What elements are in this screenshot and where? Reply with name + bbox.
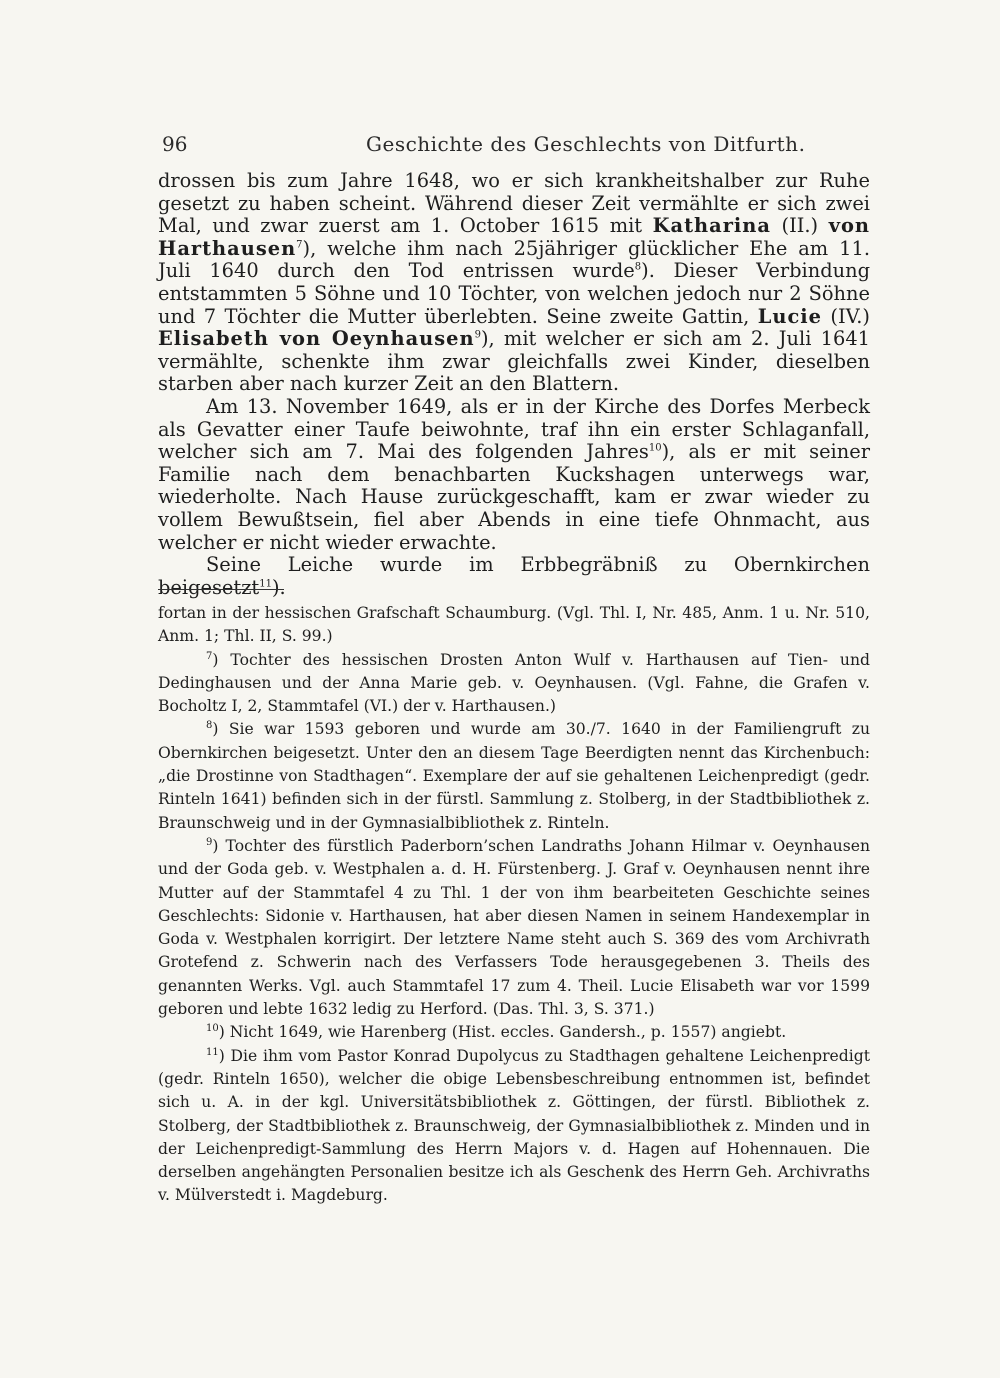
text-span: ), mit welcher er sich am 2. Juli 1641 vermählte, schenkte ihm zwar gleichfalls zwei Kinder, dieselben starben aber nach kurzer Zeit an den Blattern. — [158, 327, 870, 396]
text-span: (II.) — [770, 214, 829, 238]
text-span: ). — [271, 575, 286, 599]
paragraph-3 — [158, 554, 870, 599]
page-header — [162, 126, 868, 162]
footnote-text: ) Nicht 1649, wie Harenberg (Hist. eccles. Gandersh., p. 1557) angiebt. — [218, 1023, 787, 1042]
footnote-ref: 11 — [259, 578, 272, 590]
person-name: Katharina — [652, 214, 771, 238]
footnote-text: ) Tochter des hessischen Drosten Anton Wulf v. Harthausen auf Tien- und Dedinghausen und der Anna Marie geb. v. Oeynhausen. (Vgl. Fahne, die Grafen v. Bocholtz I, 2, Stammtafel (VI.) der v. Harthausen.) — [158, 650, 870, 716]
text-span: ), als er mit seiner Familie nach dem benachbarten Kuckshagen unterwegs war, wiederholte. Nach Hause zurückgeschafft, kam er zwar wieder zu vollem Bewußtsein, fiel aber Abends in eine tiefe Ohnmacht, aus welcher er nicht wieder erwachte. — [158, 440, 870, 554]
paragraph-1 — [158, 170, 870, 396]
footnote-11 — [158, 1045, 870, 1208]
text-span: Seine Leiche wurde im Erbbegräbniß zu Obernkirchen beigesetzt — [158, 553, 870, 599]
footnote-number: 10 — [206, 1023, 219, 1035]
person-name: Elisabeth von Oeynhausen — [158, 327, 475, 351]
text-span: ), welche ihm nach 25jähriger glücklicher Ehe am 11. Juli 1640 durch den Tod entrissen wurde — [158, 236, 870, 283]
footnote-8 — [158, 718, 870, 834]
footnote-ref: 10 — [648, 442, 662, 454]
footnotes — [158, 602, 870, 1208]
paragraph-2 — [158, 396, 870, 554]
footnote-ref: 7 — [296, 239, 303, 251]
text-span: Am 13. November 1649, als er in der Kirche des Dorfes Merbeck als Gevatter einer Taufe beiwohnte, traf ihn ein erster Schlaganfall, welcher sich am 7. Mai des folgenden Jahres — [158, 394, 870, 464]
footnote-text: ) Die ihm vom Pastor Konrad Dupolycus zu Stadthagen gehaltene Leichenpredigt (gedr. Rinteln 1650), welcher die obige Lebensbeschreibung entnommen ist, befindet sich u. A. in der kgl. Universitätsbibliothek z. Göttingen, der fürstl. Bibliothek z. Stolberg, der Stadtbibliothek z. Braunschweig, der Gymnasialbibliothek z. Minden und in der Leichenpredigt-Sammlung des Herrn Majors v. d. Hagen auf Hohennauen. Die derselben angehängten Personalien besitze ich als Geschenk des Herrn Geh. Archivraths v. Mülverstedt i. Magdeburg. — [158, 1046, 870, 1205]
footnote-ref: 8 — [634, 261, 642, 273]
footnote-10 — [158, 1021, 870, 1044]
footnote-number: 11 — [206, 1046, 219, 1058]
footnote-number: 9 — [206, 836, 213, 848]
footnote-ref: 9 — [474, 329, 481, 341]
footnote-number: 7 — [206, 650, 213, 662]
running-title: Geschichte des Geschlechts von Ditfurth. — [366, 132, 806, 156]
footnote-divider — [158, 589, 284, 590]
footnote-7 — [158, 649, 870, 719]
person-name: von Harthausen — [158, 214, 870, 260]
text-span: (IV.) — [822, 304, 870, 328]
page-number: 96 — [162, 132, 188, 156]
main-text — [158, 170, 870, 599]
footnote-9 — [158, 835, 870, 1021]
text-span: ). Dieser Verbindung entstammten 5 Söhne und 10 Töchter, von welchen jedoch nur 2 Söhne und 7 Töchter die Mutter überlebten. Seine zweite Gattin, — [158, 259, 870, 328]
footnote-continuation: fortan in der hessischen Grafschaft Schaumburg. (Vgl. Thl. I, Nr. 485, Anm. 1 u. Nr. 510, Anm. 1; Thl. II, S. 99.) — [158, 604, 870, 646]
footnote-number: 8 — [206, 720, 213, 732]
person-name: Lucie — [757, 304, 823, 328]
text-span: drossen bis zum Jahre 1648, wo er sich krankheitshalber zur Ruhe gesetzt zu haben scheint. Während dieser Zeit vermählte er sich zwei Mal, und zwar zuerst am 1. October 1615 mit — [158, 169, 870, 238]
footnote-text: ) Tochter des fürstlich Paderborn’schen Landraths Johann Hilmar v. Oeynhausen und der Goda geb. v. Westphalen a. d. H. Fürstenberg. J. Graf v. Oeynhausen nennt ihre Mutter auf der Stammtafel 4 zu Thl. 1 der von ihm bearbeiteten Geschichte seines Geschlechts: Sidonie v. Harthausen, hat aber diesen Namen in seinem Handexemplar in Goda v. Westphalen korrigirt. Der letztere Name steht auch S. 369 des vom Archivrath Grotefend z. Schwerin nach des Verfassers Tode herausgegebenen 3. Theils des genannten Werks. Vgl. auch Stammtafel 17 zum 4. Theil. Lucie Elisabeth war vor 1599 geboren und lebte 1632 ledig zu Herford. (Das. Thl. 3, S. 371.) — [158, 836, 870, 1019]
footnote-text: ) Sie war 1593 geboren und wurde am 30./7. 1640 in der Familiengruft zu Obernkirchen beigesetzt. Unter den an diesem Tage Beerdigten nennt das Kirchenbuch: „die Drostinne von Stadthagen“. Exemplare der auf sie gehaltenen Leichenpredigt (gedr. Rinteln 1641) befinden sich in der fürstl. Sammlung z. Stolberg, in der Stadtbibliothek z. Braunschweig und in der Gymnasialbibliothek z. Rinteln. — [158, 720, 870, 832]
